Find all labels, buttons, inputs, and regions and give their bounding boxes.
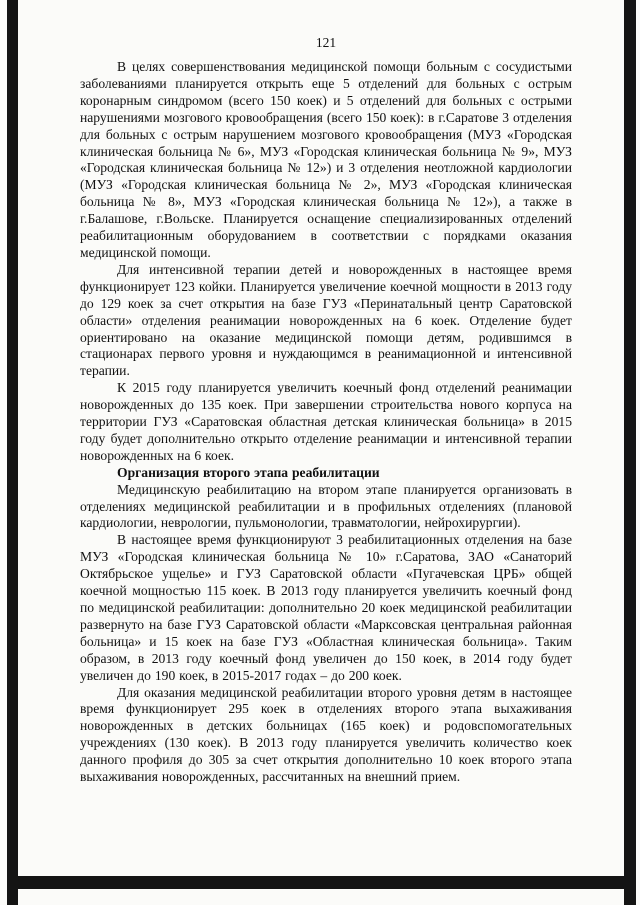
paragraph-cardio-departments: В целях совершенствования медицинской помощи больным с сосудистыми заболеваниями планируется открыть еще 5 отделений для больных с острым коронарным синдромом (всего 150 коек) и 5 отделений для больных с острыми нарушениями мозгового кровообращения (всего 150 коек): в г.Саратове 3 отделения для больных с острым нарушением мозгового кровообращения (МУЗ «Городская клиническая больница № 6», МУЗ «Городская клиническая больница № 9», МУЗ «Городская клиническая больница № 12») и 3 отделения неотложной кардиологии (МУЗ «Городская клиническая больница № 2», МУЗ «Городская клиническая больница № 8», МУЗ «Городская клиническая больница № 12»), а также в г.Балашове, г.Вольске. Планируется оснащение специализированных отделений реабилитационным оборудованием в соответствии с порядками оказания медицинской помощи. [80, 59, 572, 260]
scan-border-right [624, 0, 636, 905]
paragraph-children-rehabilitation-beds: Для оказания медицинской реабилитации второго уровня детям в настоящее время функционирует 295 коек в отделениях второго этапа выхаживания новорожденных в детских больницах (165 коек) и родовспомогательных учреждениях (130 коек). В 2013 году планируется увеличить количество коек данного профиля до 305 за счет открытия дополнительно 10 коек второго этапа выхаживания новорожденных, рассчитанных на внешний прием. [80, 684, 572, 785]
paragraph-intensive-care-children: Для интенсивной терапии детей и новорожденных в настоящее время функционирует 123 койки. Планируется увеличение коечной мощности в 2013 году до 129 коек за счет открытия на базе ГУЗ «Перинатальный центр Саратовской области» отделения реанимации новорожденных на 6 коек. Отделение будет ориентировано на оказание медицинской помощи детям, родившимся в стационарах первого уровня и нуждающимся в реанимационной и интенсивной терапии. [80, 261, 572, 379]
paragraph-rehabilitation-organization: Медицинскую реабилитацию на втором этапе планируется организовать в отделениях медицинской реабилитации и в профильных отделениях (плановой кардиологии, неврологии, пульмонологии, травматологии, нейрохирургии). [80, 481, 572, 531]
document-page [80, 34, 572, 786]
section-heading-rehabilitation-stage-two: Организация второго этапа реабилитации [117, 464, 380, 480]
paragraph-2015-bed-fund: К 2015 году планируется увеличить коечный фонд отделений реанимации новорожденных до 135 коек. При завершении строительства нового корпуса на территории ГУЗ «Саратовская областная детская клиническая больница» в 2015 году будет дополнительно открыто отделение реанимации и интенсивной терапии новорожденных на 6 коек. [80, 380, 572, 463]
scan-border-left [7, 0, 18, 905]
paragraph-rehabilitation-departments: В настоящее время функционируют 3 реабилитационных отделения на базе МУЗ «Городская клиническая больница № 10» г.Саратова, ЗАО «Санаторий Октябрьское ущелье» и ГУЗ Саратовской области «Пугачевская ЦРБ» общей коечной мощностью 115 коек. В 2013 году планируется увеличить коечный фонд по медицинской реабилитации: дополнительно 20 коек медицинской реабилитации развернуто на базе ГУЗ Саратовской области «Марксовская центральная районная больница» и 15 коек на базе ГУЗ «Областная клиническая больница». Таким образом, в 2013 году коечный фонд увеличен до 150 коек, в 2014 году будет увеличен до 190 коек, в 2015-2017 годах – до 200 коек. [80, 532, 572, 683]
page-number: 121 [315, 35, 337, 50]
scan-border-bottom [7, 876, 624, 889]
